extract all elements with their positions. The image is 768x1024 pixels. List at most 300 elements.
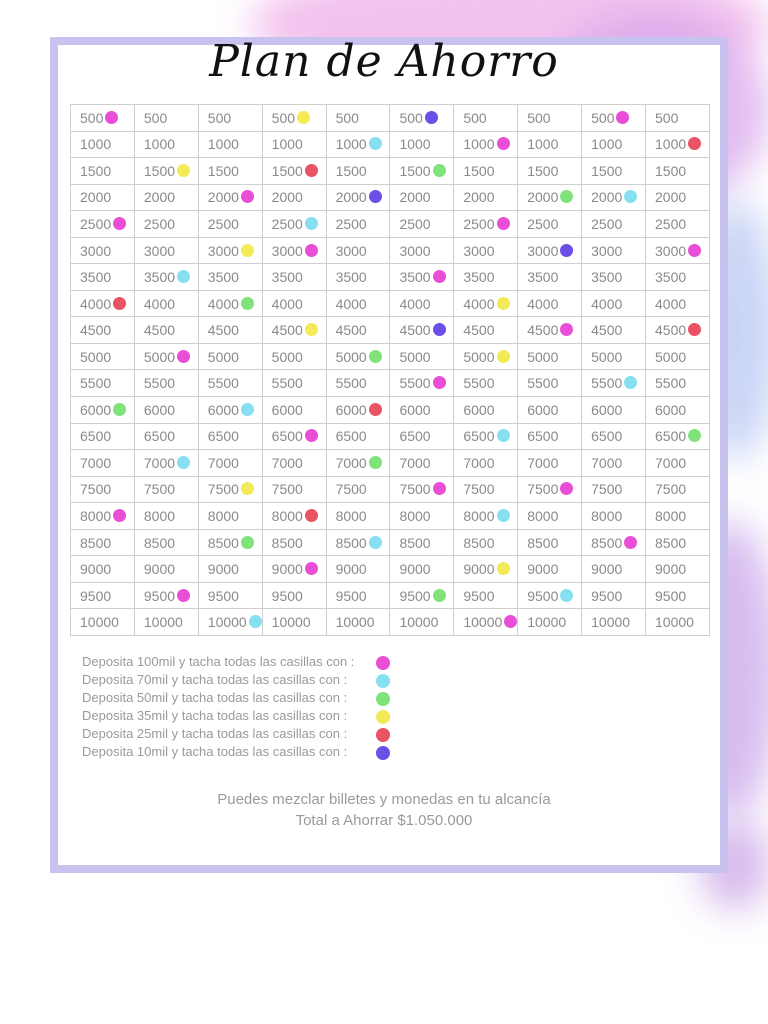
grid-cell[interactable] — [71, 423, 135, 450]
grid-cell[interactable] — [134, 582, 198, 609]
grid-cell[interactable] — [198, 290, 262, 317]
grid-cell[interactable] — [390, 529, 454, 556]
purple-dot-icon — [376, 746, 390, 760]
grid-cell[interactable] — [454, 397, 518, 424]
grid-cell[interactable] — [454, 237, 518, 264]
grid-cell[interactable] — [646, 290, 710, 317]
grid-cell[interactable] — [134, 609, 198, 636]
grid-cell[interactable] — [518, 423, 582, 450]
cell-value: 1000 — [271, 136, 303, 153]
grid-cell[interactable] — [518, 609, 582, 636]
cell-value: 2000 — [207, 189, 239, 206]
grid-cell[interactable] — [646, 529, 710, 556]
grid-cell[interactable] — [390, 343, 454, 370]
grid-cell[interactable] — [390, 237, 454, 264]
grid-cell[interactable] — [518, 343, 582, 370]
grid-cell[interactable] — [582, 556, 646, 583]
grid-cell[interactable] — [646, 264, 710, 291]
grid-cell[interactable] — [262, 397, 326, 424]
cell-value: 4500 — [207, 322, 239, 339]
cell-value: 3500 — [143, 269, 176, 286]
grid-cell[interactable] — [262, 158, 326, 185]
cell-value: 6000 — [591, 401, 623, 418]
cell-value: 2000 — [463, 189, 495, 206]
grid-cell[interactable] — [326, 529, 390, 556]
cell-value: 3000 — [271, 242, 303, 259]
grid-cell[interactable] — [646, 423, 710, 450]
cell-value: 6000 — [399, 401, 431, 418]
legend-text: Deposita 70mil y tacha todas las casillas con : — [82, 672, 348, 687]
grid-cell[interactable] — [262, 582, 326, 609]
cell-value: 1500 — [207, 162, 239, 179]
grid-cell[interactable] — [71, 184, 135, 211]
grid-cell[interactable] — [71, 264, 135, 291]
grid-cell[interactable] — [390, 556, 454, 583]
grid-cell[interactable] — [262, 237, 326, 264]
grid-cell[interactable] — [198, 556, 262, 583]
grid-cell[interactable] — [262, 184, 326, 211]
pink-dot-icon — [241, 190, 254, 203]
grid-cell[interactable] — [390, 503, 454, 530]
grid-cell[interactable] — [518, 370, 582, 397]
grid-cell[interactable] — [326, 237, 390, 264]
grid-cell[interactable] — [518, 450, 582, 477]
cell-value: 500 — [655, 109, 679, 126]
grid-cell[interactable] — [582, 264, 646, 291]
legend-text: Deposita 100mil y tacha todas las casillas con : — [82, 654, 355, 669]
red-dot-icon — [688, 323, 701, 336]
grid-cell[interactable] — [198, 105, 262, 132]
grid-cell[interactable] — [262, 503, 326, 530]
grid-cell[interactable] — [454, 290, 518, 317]
grid-cell[interactable] — [582, 582, 646, 609]
cyan-dot-icon — [369, 536, 382, 549]
cell-value: 7500 — [271, 481, 303, 498]
grid-cell[interactable] — [582, 529, 646, 556]
pink-dot-icon — [113, 509, 126, 522]
grid-cell[interactable] — [198, 450, 262, 477]
grid-cell[interactable] — [454, 503, 518, 530]
grid-cell[interactable] — [646, 503, 710, 530]
grid-cell[interactable] — [454, 211, 518, 238]
cell-value: 8000 — [207, 507, 239, 524]
green-dot-icon — [688, 429, 701, 442]
cell-value: 3000 — [655, 242, 687, 259]
cell-value: 5500 — [271, 375, 303, 392]
grid-cell[interactable] — [262, 343, 326, 370]
grid-cell[interactable] — [646, 211, 710, 238]
cell-value: 7500 — [80, 481, 112, 498]
grid-cell[interactable] — [262, 131, 326, 158]
grid-cell[interactable] — [390, 370, 454, 397]
grid-cell[interactable] — [71, 476, 135, 503]
cell-value: 8500 — [335, 534, 367, 551]
grid-cell[interactable] — [326, 397, 390, 424]
grid-cell[interactable] — [518, 237, 582, 264]
grid-cell[interactable] — [71, 370, 135, 397]
grid-cell[interactable] — [326, 423, 390, 450]
grid-cell[interactable] — [454, 370, 518, 397]
cell-value: 8500 — [527, 534, 559, 551]
cyan-dot-icon — [497, 509, 510, 522]
grid-cell[interactable] — [646, 131, 710, 158]
cell-value: 2000 — [527, 189, 559, 206]
grid-cell[interactable] — [582, 105, 646, 132]
grid-cell[interactable] — [454, 476, 518, 503]
grid-cell[interactable] — [262, 476, 326, 503]
cell-value: 6500 — [655, 428, 687, 445]
grid-cell[interactable] — [518, 582, 582, 609]
grid-cell[interactable] — [390, 131, 454, 158]
grid-cell[interactable] — [262, 105, 326, 132]
grid-cell[interactable] — [262, 264, 326, 291]
cell-value: 500 — [591, 109, 615, 126]
grid-cell[interactable] — [582, 184, 646, 211]
grid-cell[interactable] — [326, 105, 390, 132]
cell-value: 10000 — [335, 614, 375, 631]
cell-value: 2500 — [335, 215, 367, 232]
grid-cell[interactable] — [326, 556, 390, 583]
pink-dot-icon — [624, 536, 637, 549]
grid-cell[interactable] — [646, 556, 710, 583]
grid-cell[interactable] — [198, 503, 262, 530]
cell-value: 5500 — [207, 375, 239, 392]
grid-cell[interactable] — [262, 370, 326, 397]
grid-cell[interactable] — [326, 211, 390, 238]
grid-cell[interactable] — [326, 503, 390, 530]
grid-cell[interactable] — [646, 450, 710, 477]
grid-cell[interactable] — [390, 184, 454, 211]
grid-cell[interactable] — [134, 131, 198, 158]
grid-cell[interactable] — [134, 476, 198, 503]
grid-cell[interactable] — [582, 131, 646, 158]
cyan-dot-icon — [177, 270, 190, 283]
cell-value: 500 — [463, 109, 487, 126]
grid-cell[interactable] — [198, 317, 262, 344]
grid-cell[interactable] — [454, 423, 518, 450]
grid-cell[interactable] — [454, 582, 518, 609]
green-dot-icon — [369, 350, 382, 363]
grid-cell[interactable] — [518, 184, 582, 211]
cell-value: 6500 — [207, 428, 239, 445]
grid-cell[interactable] — [134, 423, 198, 450]
grid-cell[interactable] — [646, 397, 710, 424]
grid-row — [71, 343, 710, 370]
pink-dot-icon — [305, 429, 318, 442]
grid-cell[interactable] — [518, 317, 582, 344]
cell-value: 4000 — [80, 295, 112, 312]
grid-cell[interactable] — [134, 556, 198, 583]
grid-cell[interactable] — [326, 158, 390, 185]
cell-value: 500 — [335, 109, 359, 126]
grid-cell[interactable] — [198, 609, 262, 636]
grid-cell[interactable] — [518, 264, 582, 291]
cell-value: 9000 — [591, 561, 623, 578]
grid-cell[interactable] — [134, 264, 198, 291]
grid-cell[interactable] — [262, 529, 326, 556]
grid-cell[interactable] — [454, 556, 518, 583]
grid-cell[interactable] — [454, 105, 518, 132]
grid-cell[interactable] — [326, 290, 390, 317]
grid-cell[interactable] — [646, 370, 710, 397]
cell-value: 6000 — [527, 401, 559, 418]
cell-value: 5500 — [335, 375, 367, 392]
cell-value: 8000 — [271, 507, 303, 524]
grid-cell[interactable] — [71, 529, 135, 556]
grid-cell[interactable] — [390, 609, 454, 636]
cell-value: 1500 — [655, 162, 687, 179]
grid-cell[interactable] — [454, 131, 518, 158]
pink-dot-icon — [433, 270, 446, 283]
cell-value: 7000 — [271, 454, 303, 471]
grid-cell[interactable] — [71, 609, 135, 636]
grid-row — [71, 211, 710, 238]
grid-cell[interactable] — [71, 237, 135, 264]
grid-cell[interactable] — [198, 211, 262, 238]
grid-cell[interactable] — [582, 158, 646, 185]
grid-cell[interactable] — [646, 609, 710, 636]
grid-row — [71, 423, 710, 450]
pink-dot-icon — [376, 656, 390, 670]
cell-value: 2000 — [655, 189, 687, 206]
grid-cell[interactable] — [454, 158, 518, 185]
grid-cell[interactable] — [582, 237, 646, 264]
grid-cell[interactable] — [518, 131, 582, 158]
grid-cell[interactable] — [390, 105, 454, 132]
grid-cell[interactable] — [134, 343, 198, 370]
cell-value: 7000 — [399, 454, 431, 471]
cell-value: 9500 — [271, 587, 303, 604]
cyan-dot-icon — [624, 190, 637, 203]
yellow-dot-icon — [497, 297, 510, 310]
cell-value: 9500 — [591, 587, 623, 604]
grid-cell[interactable] — [326, 582, 390, 609]
grid-cell[interactable] — [326, 476, 390, 503]
grid-cell[interactable] — [198, 582, 262, 609]
grid-cell[interactable] — [518, 529, 582, 556]
grid-cell[interactable] — [198, 370, 262, 397]
green-dot-icon — [376, 692, 390, 706]
grid-cell[interactable] — [134, 370, 198, 397]
grid-cell[interactable] — [71, 556, 135, 583]
pink-dot-icon — [177, 589, 190, 602]
cell-value: 500 — [399, 109, 423, 126]
grid-cell[interactable] — [198, 529, 262, 556]
grid-cell[interactable] — [71, 450, 135, 477]
grid-cell[interactable] — [582, 397, 646, 424]
grid-cell[interactable] — [134, 529, 198, 556]
grid-cell[interactable] — [518, 105, 582, 132]
cell-value: 4000 — [335, 295, 367, 312]
cell-value: 3500 — [655, 269, 687, 286]
grid-cell[interactable] — [390, 264, 454, 291]
cell-value: 7500 — [335, 481, 367, 498]
grid-cell[interactable] — [134, 158, 198, 185]
grid-cell[interactable] — [326, 343, 390, 370]
grid-cell[interactable] — [262, 317, 326, 344]
cell-value: 1500 — [271, 162, 303, 179]
legend-item — [82, 690, 402, 708]
grid-cell[interactable] — [518, 556, 582, 583]
cell-value: 6500 — [399, 428, 431, 445]
grid-cell[interactable] — [71, 582, 135, 609]
cell-value: 9500 — [335, 587, 367, 604]
yellow-dot-icon — [297, 111, 310, 124]
cyan-dot-icon — [497, 429, 510, 442]
grid-cell[interactable] — [134, 290, 198, 317]
grid-cell[interactable] — [390, 423, 454, 450]
grid-cell[interactable] — [454, 529, 518, 556]
grid-cell[interactable] — [454, 450, 518, 477]
grid-cell[interactable] — [518, 290, 582, 317]
cell-value: 4000 — [271, 295, 303, 312]
grid-cell[interactable] — [262, 290, 326, 317]
grid-cell[interactable] — [454, 343, 518, 370]
grid-cell[interactable] — [198, 237, 262, 264]
cell-value: 6000 — [143, 401, 176, 418]
cell-value: 1500 — [399, 162, 431, 179]
grid-cell[interactable] — [198, 397, 262, 424]
grid-cell[interactable] — [518, 476, 582, 503]
grid-cell[interactable] — [454, 264, 518, 291]
grid-cell[interactable] — [646, 582, 710, 609]
grid-cell[interactable] — [582, 211, 646, 238]
grid-cell[interactable] — [71, 105, 135, 132]
grid-cell[interactable] — [582, 609, 646, 636]
grid-cell[interactable] — [390, 211, 454, 238]
grid-cell[interactable] — [582, 317, 646, 344]
grid-cell[interactable] — [134, 317, 198, 344]
grid-cell[interactable] — [390, 450, 454, 477]
grid-cell[interactable] — [518, 211, 582, 238]
grid-cell[interactable] — [518, 503, 582, 530]
grid-cell[interactable] — [582, 370, 646, 397]
grid-cell[interactable] — [134, 237, 198, 264]
grid-cell[interactable] — [71, 158, 135, 185]
grid-cell[interactable] — [390, 290, 454, 317]
grid-cell[interactable] — [390, 317, 454, 344]
cell-value: 500 — [80, 109, 104, 126]
grid-cell[interactable] — [582, 290, 646, 317]
cell-value: 9000 — [271, 561, 303, 578]
grid-cell[interactable] — [198, 343, 262, 370]
grid-cell[interactable] — [134, 211, 198, 238]
cell-value: 6500 — [80, 428, 112, 445]
grid-cell[interactable] — [326, 264, 390, 291]
cell-value: 6500 — [591, 428, 623, 445]
grid-cell[interactable] — [390, 582, 454, 609]
grid-cell[interactable] — [198, 158, 262, 185]
grid-cell[interactable] — [262, 423, 326, 450]
grid-cell[interactable] — [582, 450, 646, 477]
grid-cell[interactable] — [646, 343, 710, 370]
pink-dot-icon — [105, 111, 118, 124]
cell-value: 10000 — [143, 614, 183, 631]
grid-cell[interactable] — [518, 397, 582, 424]
cell-value: 8500 — [207, 534, 239, 551]
grid-cell[interactable] — [262, 609, 326, 636]
cell-value: 5000 — [143, 348, 176, 365]
cell-value: 5500 — [463, 375, 495, 392]
pink-dot-icon — [497, 137, 510, 150]
pink-dot-icon — [497, 217, 510, 230]
grid-cell[interactable] — [134, 397, 198, 424]
green-dot-icon — [433, 589, 446, 602]
grid-cell[interactable] — [518, 158, 582, 185]
grid-cell[interactable] — [134, 450, 198, 477]
grid-cell[interactable] — [326, 370, 390, 397]
grid-cell[interactable] — [71, 503, 135, 530]
cell-value: 5500 — [399, 375, 431, 392]
grid-cell[interactable] — [326, 184, 390, 211]
cyan-dot-icon — [177, 456, 190, 469]
grid-cell[interactable] — [326, 131, 390, 158]
grid-cell[interactable] — [262, 450, 326, 477]
grid-cell[interactable] — [326, 609, 390, 636]
cell-value: 9000 — [527, 561, 559, 578]
grid-cell[interactable] — [390, 158, 454, 185]
cell-value: 9000 — [335, 561, 367, 578]
grid-cell[interactable] — [71, 131, 135, 158]
grid-cell[interactable] — [646, 317, 710, 344]
grid-cell[interactable] — [390, 397, 454, 424]
grid-cell[interactable] — [326, 317, 390, 344]
footer-note: Puedes mezclar billetes y monedas en tu alcancía — [217, 791, 551, 808]
grid-cell[interactable] — [646, 105, 710, 132]
grid-cell[interactable] — [71, 397, 135, 424]
pink-dot-icon — [433, 376, 446, 389]
cell-value: 4500 — [143, 322, 176, 339]
grid-cell[interactable] — [262, 556, 326, 583]
grid-cell[interactable] — [582, 343, 646, 370]
grid-cell[interactable] — [646, 476, 710, 503]
grid-cell[interactable] — [646, 184, 710, 211]
cell-value: 5000 — [463, 348, 495, 365]
pink-dot-icon — [433, 482, 446, 495]
grid-cell[interactable] — [454, 609, 518, 636]
grid-cell[interactable] — [134, 503, 198, 530]
grid-cell[interactable] — [198, 476, 262, 503]
cell-value: 4500 — [80, 322, 112, 339]
cell-value: 8500 — [463, 534, 495, 551]
grid-cell[interactable] — [71, 290, 135, 317]
grid-cell[interactable] — [582, 476, 646, 503]
cell-value: 6500 — [463, 428, 495, 445]
grid-cell[interactable] — [390, 476, 454, 503]
grid-cell[interactable] — [326, 450, 390, 477]
grid-cell[interactable] — [262, 211, 326, 238]
grid-cell[interactable] — [71, 211, 135, 238]
grid-cell[interactable] — [582, 503, 646, 530]
grid-cell[interactable] — [71, 343, 135, 370]
grid-cell[interactable] — [134, 184, 198, 211]
grid-cell[interactable] — [198, 264, 262, 291]
grid-cell[interactable] — [198, 423, 262, 450]
grid-cell[interactable] — [71, 317, 135, 344]
pink-dot-icon — [560, 323, 573, 336]
legend-item — [82, 708, 402, 726]
grid-cell[interactable] — [582, 423, 646, 450]
grid-cell[interactable] — [454, 184, 518, 211]
grid-cell[interactable] — [454, 317, 518, 344]
grid-cell[interactable] — [646, 158, 710, 185]
grid-cell[interactable] — [134, 105, 198, 132]
cell-value: 7000 — [335, 454, 367, 471]
grid-cell[interactable] — [646, 237, 710, 264]
grid-cell[interactable] — [198, 184, 262, 211]
purple-dot-icon — [560, 244, 573, 257]
grid-cell[interactable] — [198, 131, 262, 158]
